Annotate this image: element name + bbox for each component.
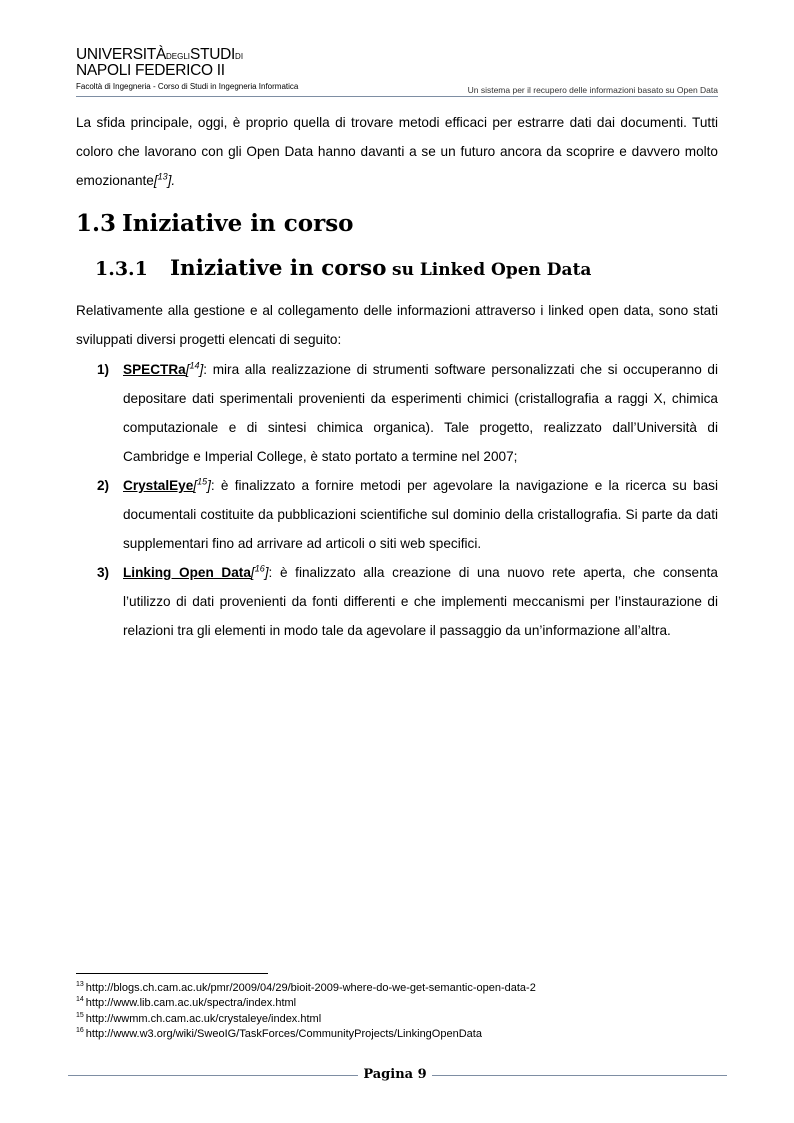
- citation-13: [154, 173, 175, 188]
- ref-open: [: [250, 565, 255, 580]
- footnote-url[interactable]: http://www.w3.org/wiki/SweoIG/TaskForces/CommunityProjects/LinkingOpenData: [85, 1028, 482, 1041]
- intro-paragraph: [76, 108, 718, 195]
- logo-line2: NAPOLI FEDERICO II: [76, 62, 225, 79]
- ref-open: [: [153, 173, 158, 188]
- footnote-number: 15: [76, 1011, 84, 1019]
- citation-15: [193, 478, 211, 493]
- section-title: Iniziative in corso: [122, 210, 354, 237]
- list-item-text: : è finalizzato alla creazione di una nuovo rete aperta, che consenta l’utilizzo di dati provenienti da fonti differenti e che implementi meccanismi per l’instaurazione di relazioni tra gli elementi in modo tale da agevolare il passaggio da un’informazione all’altra.: [123, 565, 718, 638]
- footnote-url[interactable]: http://www.lib.cam.ac.uk/spectra/index.html: [85, 997, 297, 1010]
- footnote: [76, 996, 536, 1011]
- ref-open: [: [185, 362, 190, 377]
- list-marker: 3): [97, 565, 110, 580]
- footnote-number: 13: [76, 981, 84, 988]
- faculty-label: Facoltà di Ingegneria - Corso di Studi in Ingegneria Informatica: [76, 82, 299, 91]
- list-item: [97, 355, 718, 471]
- subsection-title-suffix: su Linked Open Data: [392, 260, 592, 280]
- list-item-text: : mira alla realizzazione di strumenti software personalizzati che si occuperanno di depositare dati sperimentali provenienti da esperimenti chimici (cristallografia a raggi X, chimica computazionale e di sintesi chimica organica). Tale progetto, realizzato dall’Università di Cambridge e Imperial College, è stato portato a termine nel 2007;: [123, 362, 718, 464]
- footnotes: [76, 981, 536, 1043]
- footnote-number: 14: [76, 996, 84, 1004]
- list-item: [97, 558, 718, 645]
- subsection-title-main: Iniziative in corso: [170, 256, 387, 281]
- projects-list: [97, 355, 718, 645]
- ref-close: ]: [199, 362, 204, 377]
- citation-16: [251, 565, 269, 580]
- list-item-text: : è finalizzato a fornire metodi per agevolare la navigazione e la ricerca su basi documentali costituite da pubblicazioni scientifiche sul dominio della cristallografia. Si parte da dati supplementari fino ad arrivare ad articoli o siti web specifici.: [123, 478, 718, 551]
- ref-num: 14: [189, 360, 200, 371]
- logo-text-di: DI: [235, 52, 244, 61]
- project-link-crystaleye[interactable]: CrystalEye: [123, 478, 194, 493]
- section-heading: [76, 210, 354, 237]
- project-link-linking-open-data[interactable]: Linking Open Data: [123, 565, 251, 580]
- footnote-number: 16: [76, 1027, 84, 1035]
- document-title: Un sistema per il recupero delle informazioni basato su Open Data: [467, 85, 718, 95]
- intro-text: La sfida principale, oggi, è proprio quella di trovare metodi efficaci per estrarre dati dai documenti. Tutti coloro che lavorano con gli Open Data hanno davanti a se un futuro ancora da scoprire e davvero molto emozionante: [76, 115, 718, 188]
- list-marker: 2): [97, 478, 110, 493]
- logo-text-studi: STUDI: [190, 46, 236, 63]
- ref-close: ].: [167, 173, 176, 188]
- footer-divider-left: [68, 1075, 358, 1076]
- footnote: [76, 981, 536, 996]
- ref-num: 15: [197, 476, 208, 487]
- subsection-number: 1.3.1: [95, 258, 148, 280]
- projects-intro-paragraph: Relativamente alla gestione e al collegamento delle informazioni attraverso i linked open data, sono stati sviluppati diversi progetti elencati di seguito:: [76, 303, 718, 347]
- logo-text-degli: DEGLI: [166, 52, 191, 61]
- ref-close: ]: [264, 565, 269, 580]
- ref-num: 13: [157, 171, 168, 182]
- footnote-url[interactable]: http://blogs.ch.cam.ac.uk/pmr/2009/04/29/bioit-2009-where-do-we-get-semantic-open-data-2: [85, 982, 536, 994]
- footnote-url[interactable]: http://wwmm.ch.cam.ac.uk/crystaleye/index.html: [85, 1012, 322, 1025]
- list-marker: 1): [97, 362, 110, 377]
- project-link-spectra[interactable]: SPECTRa: [123, 362, 186, 377]
- header-divider: [76, 96, 718, 97]
- ref-num: 16: [254, 563, 265, 574]
- list-item: [97, 471, 718, 558]
- subsection-heading: [95, 256, 591, 281]
- footnote: [76, 1012, 536, 1027]
- page-number: Pagina 9: [363, 1067, 427, 1082]
- footnote: [76, 1027, 536, 1042]
- section-number: 1.3: [76, 210, 117, 237]
- ref-close: ]: [207, 478, 211, 493]
- ref-open: [: [193, 478, 198, 493]
- footnote-divider: [76, 973, 268, 974]
- citation-14: [186, 362, 204, 377]
- footer-divider-right: [432, 1075, 727, 1076]
- logo-text-universita: UNIVERSITÀ: [76, 46, 167, 63]
